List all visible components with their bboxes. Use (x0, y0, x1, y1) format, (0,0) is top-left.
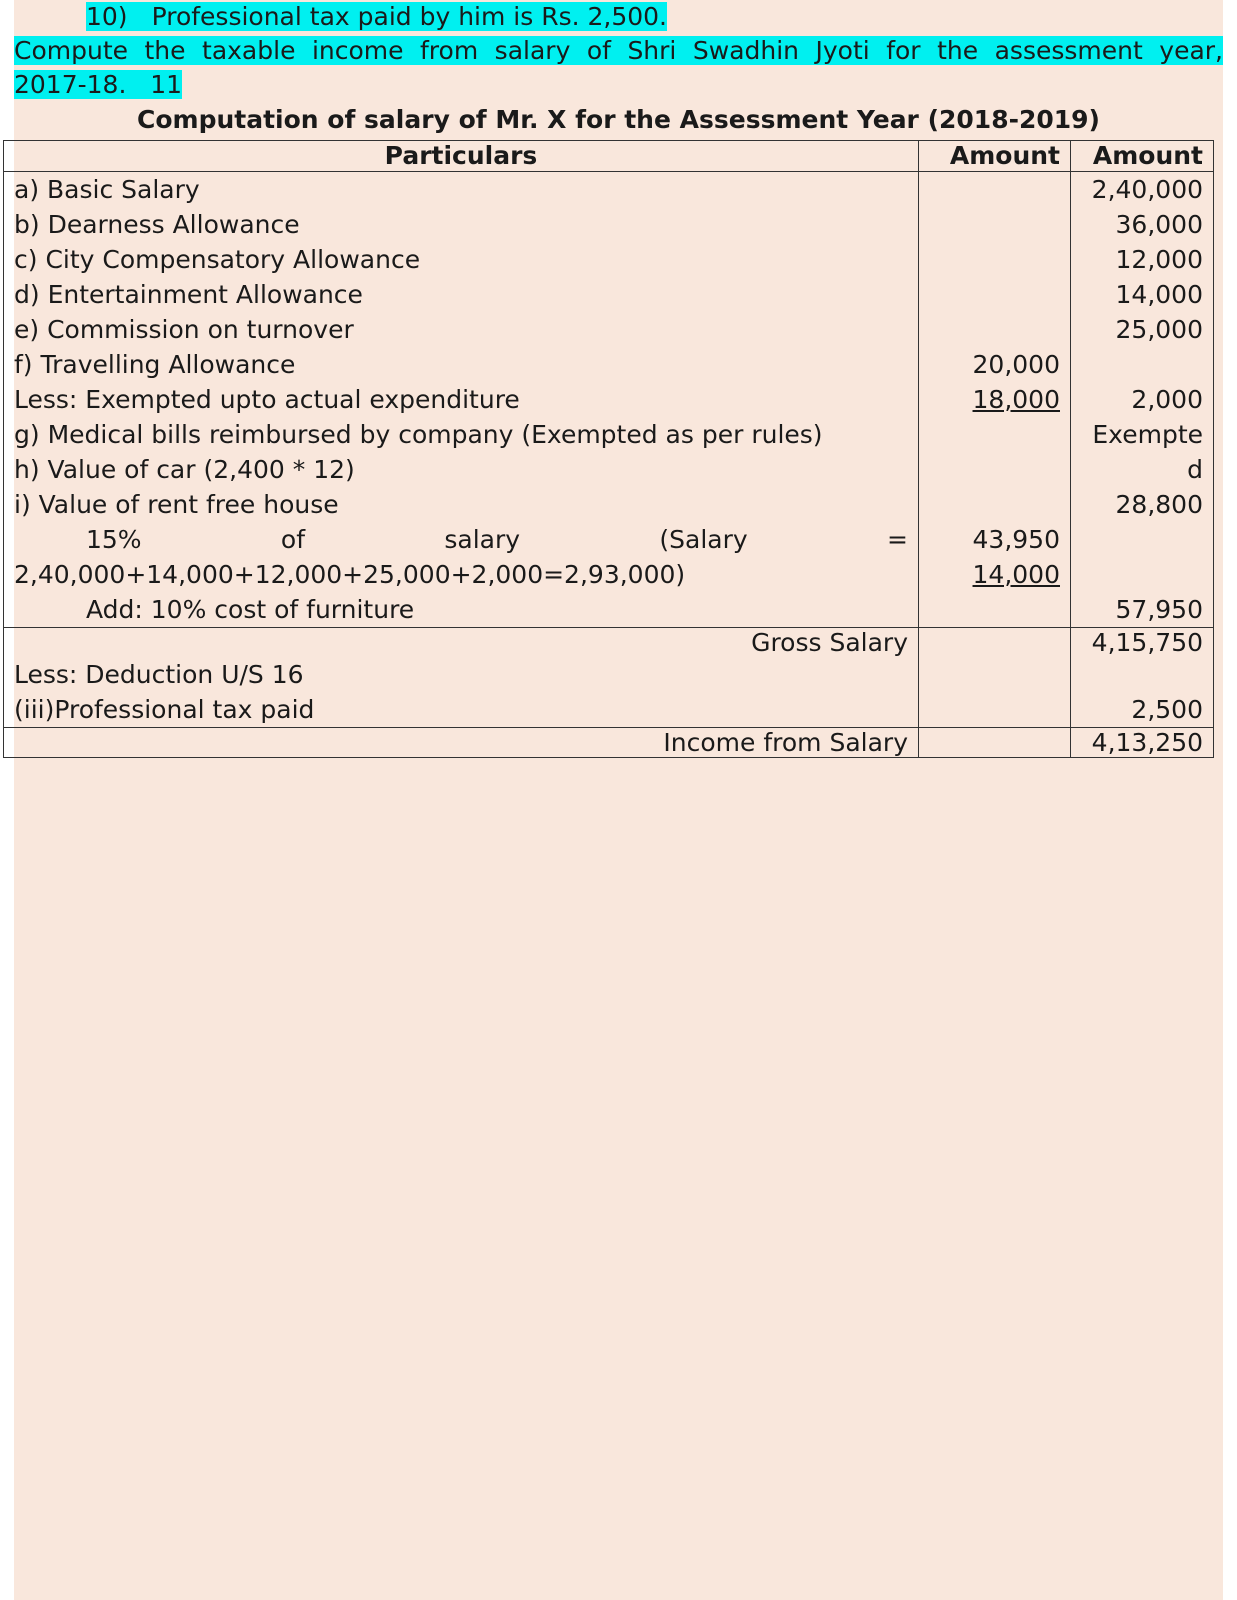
row-particular: b) Dearness Allowance (4, 207, 919, 242)
row-particular: Less: Exempted upto actual expenditure (4, 382, 919, 417)
rent-calc-row-2 (4, 557, 1214, 592)
row-amount1 (919, 312, 1071, 347)
rent-calc-w1: 15% (86, 525, 142, 554)
table-row (4, 207, 1214, 242)
professional-tax-amount: 2,500 (1071, 692, 1214, 728)
row-amount2: 14,000 (1071, 277, 1214, 312)
row-amount2: Exempte (1071, 417, 1214, 452)
rent-calc-row-1 (4, 522, 1214, 557)
row-particular: h) Value of car (2,400 * 12) (4, 452, 919, 487)
item-text: Professional tax paid by him is Rs. 2,500. (151, 2, 668, 31)
row-particular: d) Entertainment Allowance (4, 277, 919, 312)
header-amount-1: Amount (919, 141, 1071, 172)
rent-calc-w5: = (887, 525, 908, 554)
gross-salary-label: Gross Salary (4, 628, 919, 658)
row-particular: a) Basic Salary (4, 172, 919, 208)
table-row (4, 347, 1214, 382)
table-row (4, 487, 1214, 522)
header-amount-2: Amount (1071, 141, 1214, 172)
year-text: 2017-18. (14, 70, 127, 99)
header-particulars: Particulars (4, 141, 919, 172)
row-amount2: 2,40,000 (1071, 172, 1214, 208)
row-amount1 (919, 172, 1071, 208)
income-from-salary-row (4, 728, 1214, 758)
row-amount2: 2,000 (1071, 382, 1214, 417)
row-particular: g) Medical bills reimbursed by company (Exempted as per rules) (4, 417, 919, 452)
row-amount2 (1071, 347, 1214, 382)
rent-calc-line2: 2,40,000+14,000+12,000+25,000+2,000=2,93,000) (4, 557, 919, 592)
row-amount2: 28,800 (1071, 487, 1214, 522)
table-row (4, 312, 1214, 347)
furniture-amount: 14,000 (972, 560, 1060, 589)
table-row (4, 172, 1214, 208)
table-row (4, 277, 1214, 312)
assessment-year-line (14, 68, 182, 102)
row-amount2: d (1071, 452, 1214, 487)
income-from-salary-label: Income from Salary (4, 728, 919, 758)
table-row (4, 242, 1214, 277)
row-particular: i) Value of rent free house (4, 487, 919, 522)
income-from-salary-amount: 4,13,250 (1071, 728, 1214, 758)
table-row (4, 417, 1214, 452)
row-particular: e) Commission on turnover (4, 312, 919, 347)
table-header-row (4, 141, 1214, 172)
deduction-row (4, 657, 1214, 692)
row-amount1 (919, 277, 1071, 312)
row-amount1 (919, 242, 1071, 277)
table-row (4, 452, 1214, 487)
deduction-label: Less: Deduction U/S 16 (4, 657, 919, 692)
item-number: 10) (86, 2, 128, 31)
rent-calc-w2: of (280, 525, 306, 554)
row-amount1 (919, 207, 1071, 242)
salary-computation-table (3, 140, 1214, 758)
rent-calc-w4: (Salary (659, 525, 748, 554)
gross-salary-amount: 4,15,750 (1071, 628, 1214, 658)
compute-text: Compute the taxable income from salary of Shri Swadhin Jyoti for the assessment year, (14, 36, 1223, 65)
row-amount2: 12,000 (1071, 242, 1214, 277)
row-amount2: 36,000 (1071, 207, 1214, 242)
row-amount1: 20,000 (919, 347, 1071, 382)
rent-calc-w3: salary (444, 525, 521, 554)
row-particular: c) City Compensatory Allowance (4, 242, 919, 277)
professional-tax-label: (iii)Professional tax paid (4, 692, 919, 728)
question-item-10 (86, 0, 667, 34)
row-amount1 (919, 487, 1071, 522)
row-amount1: 18,000 (972, 385, 1060, 414)
compute-instruction (14, 34, 1223, 68)
furniture-row (4, 592, 1214, 628)
rent-calc-words (14, 522, 908, 557)
computation-title: Computation of salary of Mr. X for the Assessment Year (2018-2019) (137, 105, 1100, 134)
gross-salary-row (4, 628, 1214, 658)
row-amount1 (919, 417, 1071, 452)
row-amount2: 25,000 (1071, 312, 1214, 347)
rent-calc-amount: 43,950 (919, 522, 1071, 557)
furniture-label: Add: 10% cost of furniture (4, 592, 919, 628)
rent-total: 57,950 (1071, 592, 1214, 628)
row-particular: f) Travelling Allowance (4, 347, 919, 382)
page-ref: 11 (150, 70, 183, 99)
professional-tax-row (4, 692, 1214, 728)
row-amount1 (919, 452, 1071, 487)
table-row (4, 382, 1214, 417)
